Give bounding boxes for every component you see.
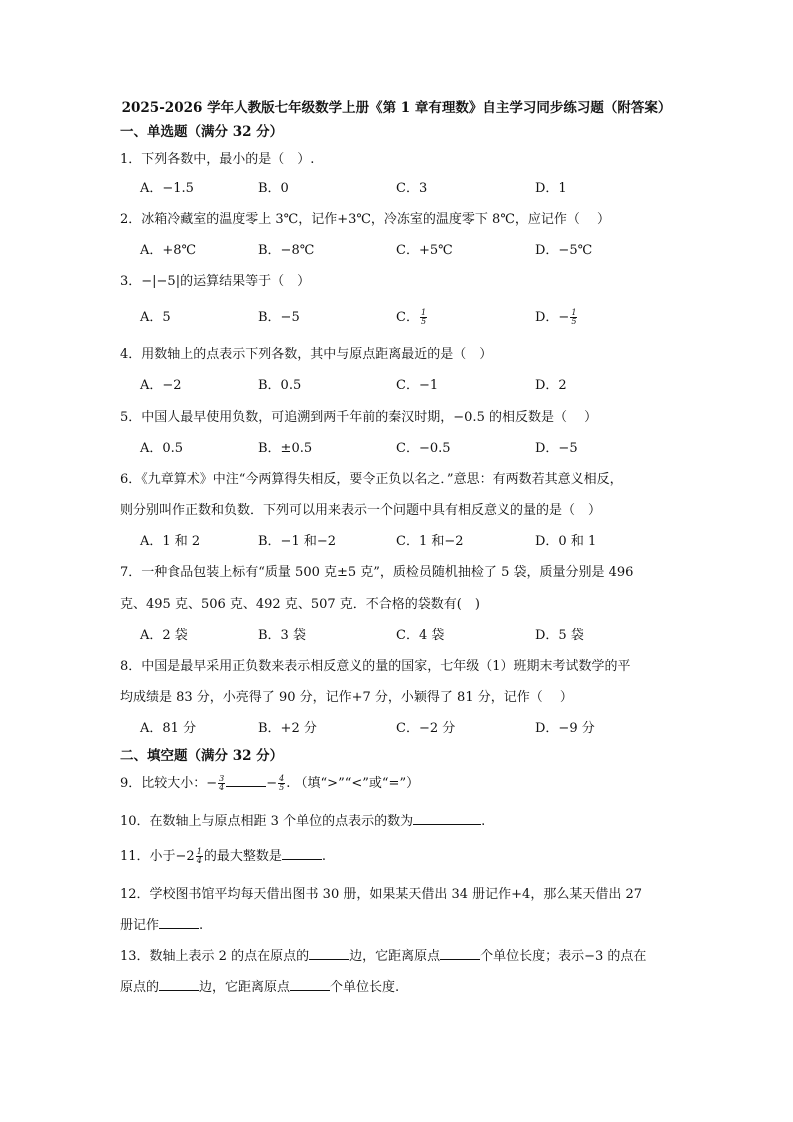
option-a: A．2 袋 — [140, 628, 188, 643]
option-c: C．1 和−2 — [396, 534, 464, 549]
option-c: C．−1 — [396, 378, 439, 393]
answer-blank[interactable] — [159, 914, 199, 929]
answer-blank[interactable] — [282, 845, 322, 860]
option-c: C．−0.5 — [396, 441, 451, 456]
fraction — [420, 309, 427, 326]
fraction — [196, 848, 203, 865]
option-b: B．+2 分 — [258, 721, 317, 736]
question-2: 2．冰箱冷藏室的温度零上 3℃，记作+3℃，冷冻室的温度零下 8℃，应记作（ ） — [120, 212, 611, 227]
option-c: C．3 — [396, 181, 428, 196]
option-d-label: D．− — [535, 310, 570, 325]
fraction-denominator: 5 — [279, 783, 285, 792]
fraction-denominator: 4 — [196, 856, 202, 865]
option-d: D．2 — [535, 378, 567, 393]
fraction-numerator: 1 — [196, 847, 202, 856]
option-d: D．5 袋 — [535, 628, 584, 643]
q10-end: . — [481, 814, 486, 829]
question-7-line-2: 克、495 克、506 克、492 克、507 克．不合格的袋数有( ) — [120, 597, 480, 612]
answer-blank[interactable] — [159, 976, 199, 991]
question-1-options — [140, 177, 680, 197]
fraction — [570, 309, 577, 326]
fraction — [278, 775, 285, 792]
fraction-numerator: 1 — [420, 308, 427, 317]
question-6-line-2: 则分别叫作正数和负数．下列可以用来表示一个问题中具有相反意义的量的是（ ） — [120, 503, 602, 518]
question-10 — [120, 810, 485, 829]
option-b: B．−8℃ — [258, 243, 315, 258]
fraction-numerator: 1 — [571, 308, 577, 317]
option-a: A．81 分 — [140, 721, 197, 736]
question-5-options — [140, 437, 680, 457]
option-d: D．1 — [535, 181, 567, 196]
q13-part-c: 个单位长度；表示−3 的点在 — [480, 949, 647, 964]
question-3-options — [140, 306, 680, 326]
option-d: D．−9 分 — [535, 721, 595, 736]
answer-blank[interactable] — [226, 772, 266, 787]
question-9 — [120, 772, 419, 792]
option-c: C．+5℃ — [396, 243, 453, 258]
q13-part-d: 原点的 — [120, 980, 160, 995]
question-4: 4．用数轴上的点表示下列各数，其中与原点距离最近的是（ ） — [120, 347, 493, 362]
question-2-options — [140, 239, 680, 259]
question-6-options — [140, 530, 680, 550]
q11-suffix: 的最大整数是 — [203, 849, 282, 864]
question-8-line-2: 均成绩是 83 分，小亮得了 90 分，记作+7 分，小颖得了 81 分，记作（ ） — [120, 690, 573, 705]
option-a: A．+8℃ — [140, 243, 197, 258]
option-a: A．0.5 — [140, 441, 184, 456]
fraction-numerator: 3 — [219, 774, 225, 783]
q13-part-e: 边，它距离原点 — [199, 980, 291, 995]
option-b: B．−5 — [258, 310, 300, 325]
q11-end: . — [321, 849, 326, 864]
question-12-line-2 — [120, 914, 203, 933]
question-4-options — [140, 374, 680, 394]
q13-part-b: 边，它距离原点 — [349, 949, 441, 964]
q9-mid: − — [266, 776, 278, 791]
option-c — [396, 306, 428, 326]
q12-end: . — [199, 918, 204, 933]
option-b: B．0 — [258, 181, 289, 196]
option-b: B．±0.5 — [258, 441, 313, 456]
q13-part-f: 个单位长度. — [330, 980, 400, 995]
fraction-denominator: 5 — [420, 317, 427, 326]
question-13-line-2 — [120, 976, 399, 995]
option-b: B．−1 和−2 — [258, 534, 337, 549]
question-3: 3．−|−5|的运算结果等于（ ） — [120, 274, 311, 289]
question-7-line-1: 7．一种食品包装上标有“质量 500 克±5 克”，质检员随机抽检了 5 袋，质量分别是 496 — [120, 565, 634, 580]
question-5: 5．中国人最早使用负数，可追溯到两千年前的秦汉时期，−0.5 的相反数是（ ） — [120, 410, 598, 425]
option-d: D．0 和 1 — [535, 534, 597, 549]
fraction-numerator: 4 — [279, 774, 285, 783]
question-13-line-1 — [120, 945, 646, 964]
answer-blank[interactable] — [413, 810, 481, 825]
section-heading-fill-blank: 二、填空题（满分 32 分） — [120, 748, 284, 764]
fraction-denominator: 5 — [571, 317, 577, 326]
option-c: C．−2 分 — [396, 721, 456, 736]
question-8-line-1: 8．中国是最早采用正负数来表示相反意义的量的国家，七年级（1）班期末考试数学的平 — [120, 659, 631, 674]
question-11 — [120, 845, 326, 865]
section-heading-single-choice: 一、单选题（满分 32 分） — [120, 124, 284, 140]
q11-prefix: 11．小于−2 — [120, 849, 195, 864]
option-a: A．5 — [140, 310, 171, 325]
question-7-options — [140, 624, 680, 644]
answer-blank[interactable] — [309, 945, 349, 960]
option-d: D．−5 — [535, 441, 578, 456]
option-d — [535, 306, 578, 326]
question-12-line-1: 12．学校图书馆平均每天借出图书 30 册，如果某天借出 34 册记作+4，那么某天借出 27 — [120, 887, 642, 902]
option-b: B．0.5 — [258, 378, 302, 393]
q13-part-a: 13．数轴上表示 2 的点在原点的 — [120, 949, 310, 964]
q9-suffix: . （填“>”“<”或“=”） — [286, 776, 420, 791]
question-6-line-1: 6．《九章算术》中注“今两算得失相反，要令正负以名之．”意思：有两数若其意义相反， — [120, 472, 623, 487]
option-a: A．−2 — [140, 378, 182, 393]
answer-blank[interactable] — [290, 976, 330, 991]
answer-blank[interactable] — [440, 945, 480, 960]
question-1: 1．下列各数中，最小的是（ ）. — [120, 152, 315, 167]
page-title: 2025-2026 学年人教版七年级数学上册《第 1 章有理数》自主学习同步练习题（附答案） — [121, 100, 672, 116]
q9-prefix: 9．比较大小：− — [120, 776, 218, 791]
question-8-options — [140, 717, 680, 737]
option-a: A．−1.5 — [140, 181, 194, 196]
option-b: B．3 袋 — [258, 628, 306, 643]
q12-text: 册记作 — [120, 918, 160, 933]
option-c-label: C． — [396, 310, 419, 325]
fraction-denominator: 4 — [219, 783, 225, 792]
option-d: D．−5℃ — [535, 243, 593, 258]
fraction — [218, 775, 225, 792]
q10-text: 10．在数轴上与原点相距 3 个单位的点表示的数为 — [120, 814, 414, 829]
option-c: C．4 袋 — [396, 628, 445, 643]
option-a: A．1 和 2 — [140, 534, 201, 549]
